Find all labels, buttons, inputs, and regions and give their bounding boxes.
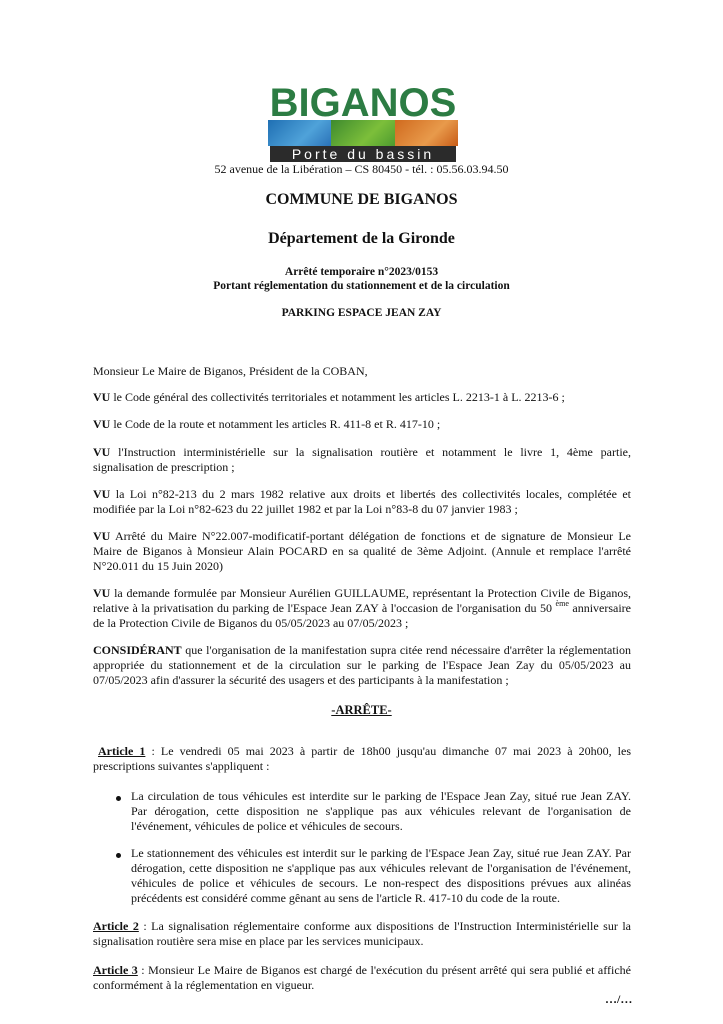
ordinal-suffix: ème	[555, 599, 569, 608]
bullet-dot	[116, 853, 121, 858]
article-2-label: Article 2	[93, 919, 139, 933]
logo-wordmark: BIGANOS	[269, 86, 457, 118]
considerant-paragraph	[93, 643, 631, 688]
department-title: Département de la Gironde	[268, 230, 455, 247]
logo-color-bands	[268, 120, 458, 146]
vu-paragraph-4	[93, 487, 631, 517]
vu-text: la Loi n°82-213 du 2 mars 1982 relative aux droits et libertés des collectivités locales, complétée et modifiée par la Loi n°82-623 du 22 juillet 1982 et par la Loi n°83-8 du 07 janvier 1983 ;	[93, 487, 631, 516]
article-2	[93, 919, 631, 949]
logo-tagline: Porte du bassin	[270, 146, 456, 162]
vu-text: l'Instruction interministérielle sur la signalisation routière et notamment le livre 1, 4ème partie, signalisation de prescription ;	[93, 445, 631, 474]
vu-paragraph-2	[93, 417, 631, 432]
vu-label: VU	[93, 445, 111, 459]
article-1-text: : Le vendredi 05 mai 2023 à partir de 18h00 jusqu'au dimanche 07 mai 2023 à 20h00, les prescriptions suivantes s'appliquent :	[93, 744, 631, 773]
article-1	[93, 744, 631, 774]
bullet-dot	[116, 796, 121, 801]
article-1-bullet-1: La circulation de tous véhicules est interdite sur le parking de l'Espace Jean Zay, situé rue Jean ZAY. Par dérogation, cette disposition ne s'applique pas aux véhicules relevant de l'organisation de l'événement, véhicules de police et véhicules de secours.	[131, 789, 631, 833]
article-1-label: Article 1	[98, 744, 146, 758]
article-3-text: : Monsieur Le Maire de Biganos est chargé de l'exécution du présent arrêté qui sera publié et affiché conformément à la réglementation en vigueur.	[93, 963, 631, 992]
continued-marker: …/…	[605, 992, 633, 1006]
mayor-line: Monsieur Le Maire de Biganos, Président de la COBAN,	[93, 364, 368, 378]
commune-title: COMMUNE DE BIGANOS	[265, 191, 458, 208]
vu-label: VU	[93, 529, 111, 543]
article-2-text: : La signalisation réglementaire conforme aux dispositions de l'Instruction Interministérielle sur la signalisation routière sera mise en place par les services municipaux.	[93, 919, 631, 948]
vu-text-continued: anniversaire de la Protection Civile de Biganos du 05/05/2023 au 07/05/2023 ;	[93, 601, 632, 630]
vu-label: VU	[93, 586, 111, 600]
article-1-bullet-2: Le stationnement des véhicules est interdit sur le parking de l'Espace Jean Zay, situé rue Jean ZAY. Par dérogation, cette disposition ne s'applique pas aux véhicules relevant de l'organisation de l'événement, véhicules de police et véhicules de secours. Le non-respect des dispositions prévues aux alinéas précédents est considéré comme gênant au sens de l'article R. 417-10 du code de la route.	[131, 846, 631, 905]
vu-label: VU	[93, 487, 111, 501]
article-3-label: Article 3	[93, 963, 138, 977]
vu-paragraph-1	[93, 390, 631, 405]
biganos-logo	[268, 86, 458, 162]
considerant-label: CONSIDÉRANT	[93, 643, 182, 657]
logo-band-sand	[395, 120, 458, 146]
vu-label: VU	[93, 417, 111, 431]
address-line: 52 avenue de la Libération – CS 80450 - tél. : 05.56.03.94.50	[214, 162, 509, 176]
vu-label: VU	[93, 390, 111, 404]
considerant-text: que l'organisation de la manifestation supra citée rend nécessaire d'arrêter la réglementation appropriée du stationnement et de la circulation sur le parking de l'Espace Jean Zay du 05/05/2023 au 07/05/2023 afin d'assurer la sécurité des usagers et des participants à la manifestation ;	[93, 643, 631, 687]
arrete-subject: PARKING ESPACE JEAN ZAY	[281, 307, 442, 319]
vu-paragraph-6	[93, 586, 631, 631]
arrete-heading: -ARRÊTE-	[331, 703, 392, 717]
vu-text: Arrêté du Maire N°22.007-modificatif-portant délégation de fonctions et de signature de Monsieur Le Maire de Biganos à Monsieur Alain POCARD en sa qualité de 3ème Adjoint. (Annule et remplace l'arrêté N°20.011 du 15 Juin 2020)	[93, 529, 631, 573]
logo-band-grass	[331, 120, 394, 146]
vu-paragraph-3	[93, 445, 631, 475]
vu-text: la demande formulée par Monsieur Aurélien GUILLAUME, représentant la Protection Civile de Biganos, relative à la privatisation du parking de l'Espace Jean ZAY à l'occasion de l'organisation du 50	[93, 586, 631, 615]
vu-text: le Code général des collectivités territoriales et notamment les articles L. 2213-1 à L. 2213-6 ;	[110, 390, 565, 404]
arrete-number: Arrêté temporaire n°2023/0153	[284, 266, 439, 278]
vu-text: le Code de la route et notamment les articles R. 411-8 et R. 417-10 ;	[110, 417, 441, 431]
logo-band-water	[268, 120, 331, 146]
article-3	[93, 963, 631, 993]
arrete-object: Portant réglementation du stationnement et de la circulation	[213, 280, 510, 292]
vu-paragraph-5	[93, 529, 631, 574]
